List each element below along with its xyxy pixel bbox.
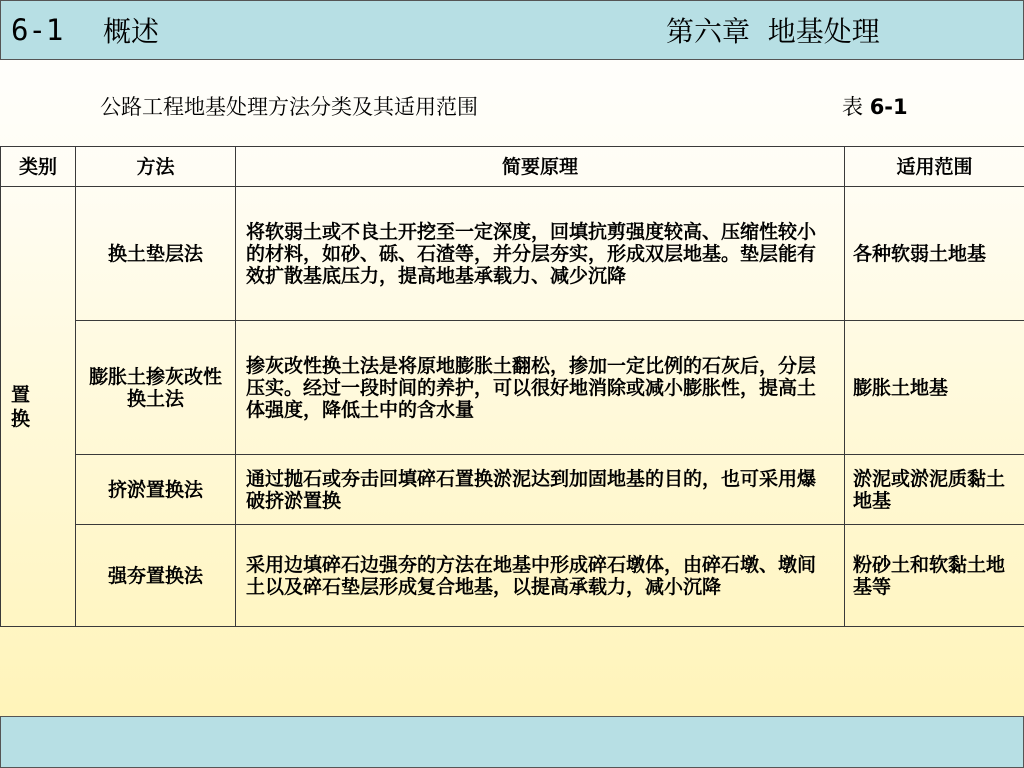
table-caption: 公路工程地基处理方法分类及其适用范围	[100, 95, 478, 119]
scope-cell: 膨胀土地基	[845, 321, 1024, 455]
footer-bar	[0, 716, 1024, 768]
section-number: 6-1	[11, 13, 64, 47]
header-scope: 适用范围	[845, 147, 1024, 187]
table-row	[1, 455, 1024, 525]
category-cell	[1, 187, 76, 627]
header-principle: 简要原理	[236, 147, 845, 187]
chapter-title: 第六章 地基处理	[666, 15, 880, 48]
table-row	[1, 525, 1024, 627]
method-cell: 强夯置换法	[76, 525, 236, 627]
method-cell: 膨胀土掺灰改性换土法	[76, 321, 236, 455]
header-bar	[0, 0, 1024, 60]
header-category: 类别	[1, 147, 76, 187]
methods-table	[0, 146, 1024, 627]
header-method: 方法	[76, 147, 236, 187]
principle-cell: 通过抛石或夯击回填碎石置换淤泥达到加固地基的目的，也可采用爆破挤淤置换	[236, 455, 845, 525]
table-row	[1, 187, 1024, 321]
scope-cell: 淤泥或淤泥质黏土地基	[845, 455, 1024, 525]
category-label: 置换	[11, 383, 31, 430]
principle-cell: 将软弱土或不良土开挖至一定深度，回填抗剪强度较高、压缩性较小的材料，如砂、砾、石渣等，并分层夯实，形成双层地基。垫层能有效扩散基底压力，提高地基承载力、减少沉降	[236, 187, 845, 321]
scope-cell: 各种软弱土地基	[845, 187, 1024, 321]
section-title: 概述	[103, 15, 160, 48]
principle-cell: 掺灰改性换土法是将原地膨胀土翻松，掺加一定比例的石灰后，分层压实。经过一段时间的养护，可以很好地消除或减小膨胀性，提高土体强度，降低土中的含水量	[236, 321, 845, 455]
principle-cell: 采用边填碎石边强夯的方法在地基中形成碎石墩体，由碎石墩、墩间土以及碎石垫层形成复合地基，以提高承载力，减小沉降	[236, 525, 845, 627]
method-cell: 挤淤置换法	[76, 455, 236, 525]
method-cell: 换土垫层法	[76, 187, 236, 321]
table-header-row	[1, 147, 1024, 187]
scope-cell: 粉砂土和软黏土地基等	[845, 525, 1024, 627]
table-number-label	[842, 92, 908, 122]
table-row	[1, 321, 1024, 455]
table-label: 表	[842, 95, 863, 119]
table-number: 6-1	[869, 95, 908, 119]
